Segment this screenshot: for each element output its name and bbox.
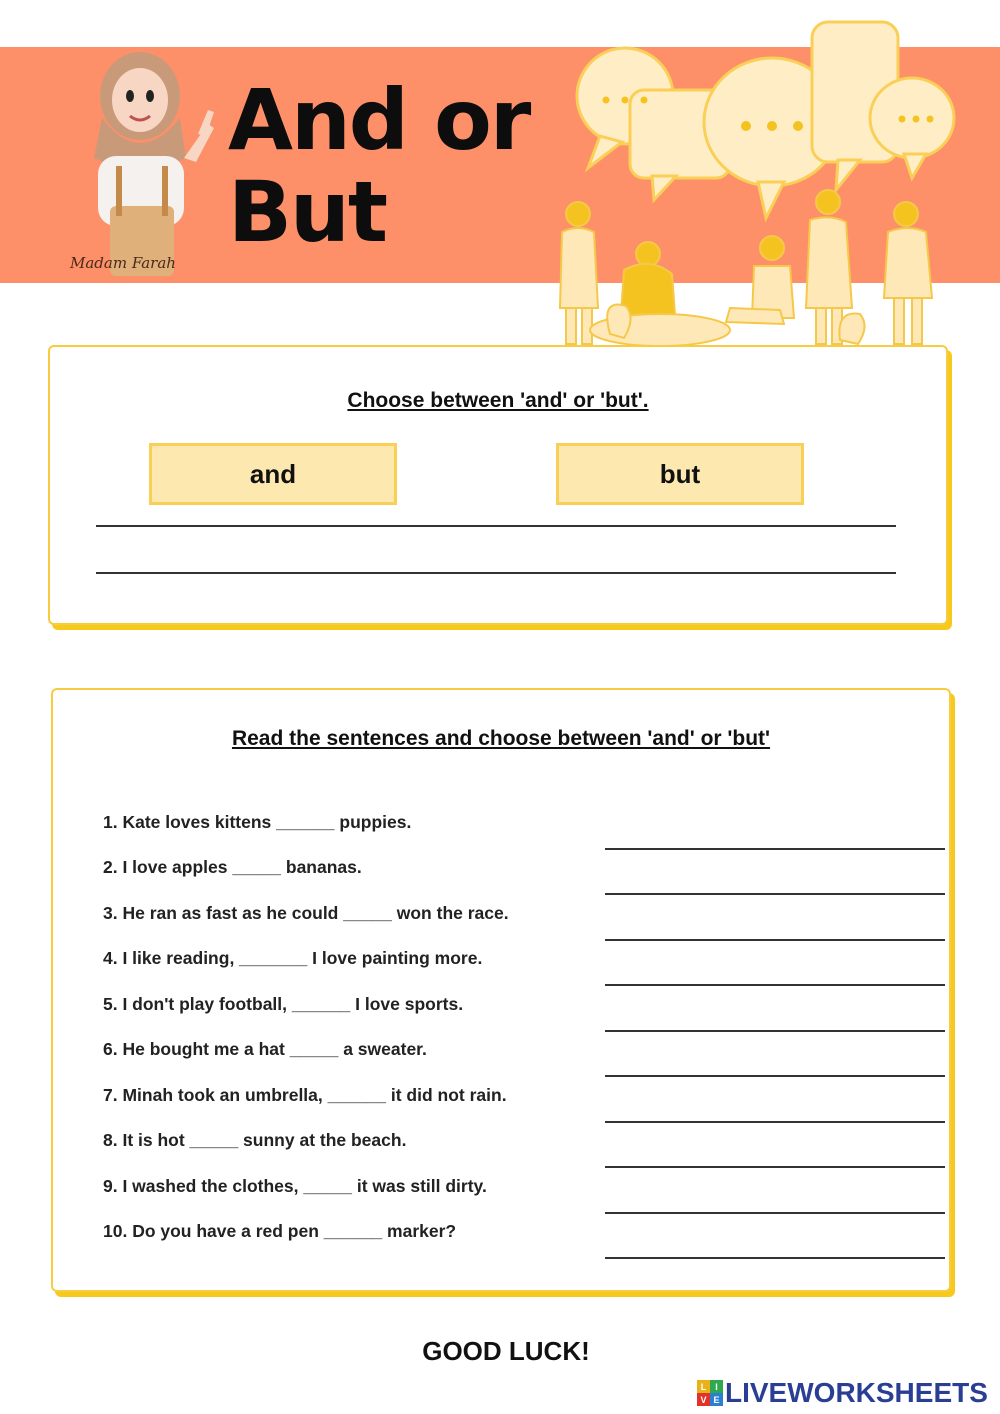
answer-input-6[interactable] — [605, 1055, 945, 1077]
logo-letter: I — [710, 1380, 723, 1393]
sentence-text: 3. He ran as fast as he could _____ won the race. — [103, 903, 509, 923]
logo-letter: V — [697, 1393, 710, 1406]
answer-input-5[interactable] — [605, 1010, 945, 1032]
sentences-heading: Read the sentences and choose between 'and' or 'but' — [231, 727, 771, 750]
title-line-2: But — [228, 163, 386, 261]
answer-input-3[interactable] — [605, 919, 945, 941]
conversation-illustration — [540, 18, 1000, 348]
good-luck-message: GOOD LUCK! — [422, 1336, 590, 1366]
sentence-text: 2. I love apples _____ bananas. — [103, 857, 362, 877]
sentence-text: 4. I like reading, _______ I love painting more. — [103, 948, 483, 968]
brand-name: LIVEWORKSHEETS — [725, 1377, 988, 1408]
answer-input-10[interactable] — [605, 1237, 945, 1259]
answer-input-9[interactable] — [605, 1192, 945, 1214]
signature: Madam Farah — [70, 254, 176, 272]
people — [560, 190, 932, 346]
answer-input-1[interactable] — [605, 828, 945, 850]
speech-bubbles — [577, 22, 954, 218]
sentences-section — [51, 688, 951, 1292]
sentence-row — [103, 903, 899, 933]
sentence-row — [103, 1130, 899, 1160]
answer-input-8[interactable] — [605, 1146, 945, 1168]
sentence-row — [103, 1221, 899, 1251]
avatar-illustration — [58, 38, 228, 278]
answer-input-4[interactable] — [605, 964, 945, 986]
logo-letter: L — [697, 1380, 710, 1393]
choose-heading: Choose between 'and' or 'but'. — [347, 389, 649, 412]
sentence-row — [103, 1085, 899, 1115]
sentence-text: 9. I washed the clothes, _____ it was still dirty. — [103, 1176, 487, 1196]
sentence-text: 7. Minah took an umbrella, ______ it did not rain. — [103, 1085, 507, 1105]
sentence-row — [103, 1176, 899, 1206]
sentence-row — [103, 948, 899, 978]
option-but-button[interactable]: but — [556, 443, 804, 505]
answer-drop-line[interactable] — [96, 525, 896, 527]
option-and-button[interactable]: and — [149, 443, 397, 505]
liveworksheets-logo-icon — [697, 1380, 723, 1406]
answer-input-7[interactable] — [605, 1101, 945, 1123]
liveworksheets-brand — [697, 1378, 988, 1408]
sentence-text: 1. Kate loves kittens ______ puppies. — [103, 812, 412, 832]
sentence-row — [103, 1039, 899, 1069]
logo-letter: E — [710, 1393, 723, 1406]
answer-input-2[interactable] — [605, 873, 945, 895]
sentence-row — [103, 857, 899, 887]
sentence-row — [103, 812, 899, 842]
answer-drop-line[interactable] — [96, 572, 896, 574]
choose-section — [48, 345, 948, 625]
sentence-text: 10. Do you have a red pen ______ marker? — [103, 1221, 457, 1241]
sentence-row — [103, 994, 899, 1024]
page-title — [228, 71, 530, 261]
sentence-text: 5. I don't play football, ______ I love sports. — [103, 994, 464, 1014]
title-line-1: And or — [228, 71, 530, 169]
sentence-text: 8. It is hot _____ sunny at the beach. — [103, 1130, 407, 1150]
sentence-text: 6. He bought me a hat _____ a sweater. — [103, 1039, 427, 1059]
